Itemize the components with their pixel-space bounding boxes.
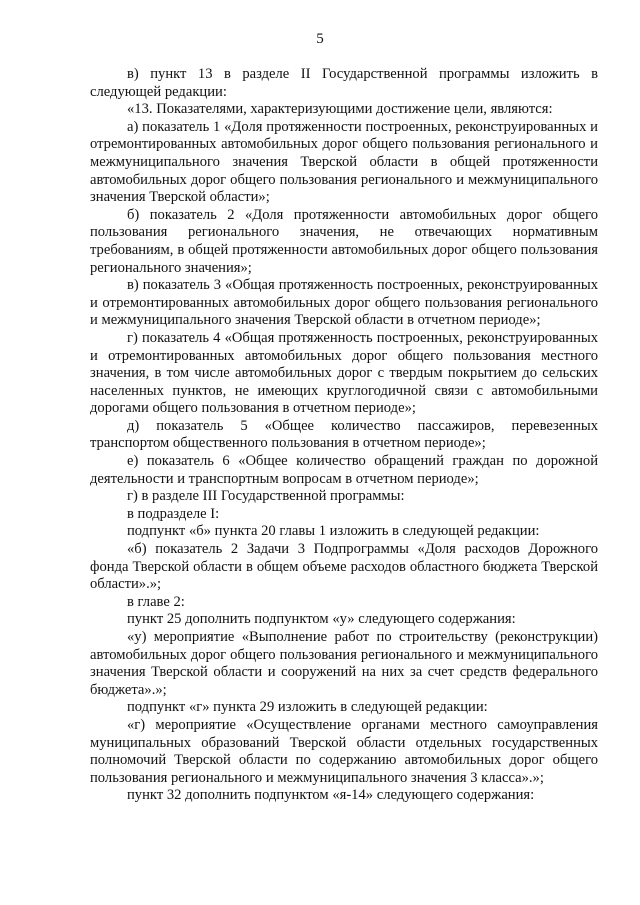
paragraph: б) показатель 2 «Доля протяженности автомобильных дорог общего пользования регионального значения, не отвечающих нормативным требованиям, в общей протяженности автомобильных дорог общего пользования регионального значения»; <box>90 206 598 276</box>
paragraph: е) показатель 6 «Общее количество обращений граждан по дорожной деятельности и транспортным вопросам в отчетном периоде»; <box>90 453 598 487</box>
paragraph: пункт 32 дополнить подпунктом «я-14» следующего содержания: <box>127 787 535 804</box>
paragraph: в) пункт 13 в разделе II Государственной программы изложить в следующей редакции: <box>90 66 598 100</box>
paragraph: «б) показатель 2 Задачи 3 Подпрограммы «Доля расходов Дорожного фонда Тверской области в общем объеме расходов областного бюджета Тверской области».»; <box>90 541 598 593</box>
paragraph: а) показатель 1 «Доля протяженности построенных, реконструированных и отремонтированных автомобильных дорог общего пользования регионального и межмуниципального значения Тверской области в общей протяженности автомобильных дорог общего пользования регионального и межмуниципального значения Тверской области»; <box>90 118 598 206</box>
paragraph: подпункт «б» пункта 20 главы 1 изложить в следующей редакции: <box>127 523 540 540</box>
paragraph: подпункт «г» пункта 29 изложить в следующей редакции: <box>127 699 488 716</box>
paragraph: г) в разделе III Государственной программы: <box>127 488 405 505</box>
paragraph: «у) мероприятие «Выполнение работ по строительству (реконструкции) автомобильных дорог общего пользования регионального и межмуниципального значения Тверской области и сооружений на них за счет средств федерального бюджета».»; <box>90 629 598 698</box>
paragraph: «г) мероприятие «Осуществление органами местного самоуправления муниципальных образований Тверской области отдельных государственных полномочий Тверской области по содержанию автомобильных дорог общего пользования регионального и межмуниципального значения 3 класса».»; <box>90 716 598 786</box>
paragraph: д) показатель 5 «Общее количество пассажиров, перевезенных транспортом общественного пользования в отчетном периоде»; <box>90 417 598 452</box>
paragraph: в подразделе I: <box>127 505 220 522</box>
page-number: 5 <box>316 31 324 47</box>
document-body <box>90 66 598 805</box>
paragraph: г) показатель 4 «Общая протяженность построенных, реконструированных и отремонтированных автомобильных дорог общего пользования местного значения, в том числе автомобильных дорог с твердым покрытием до сельских населенных пунктов, не имеющих круглогодичной связи с автомобильными дорогами общего пользования в отчетном периоде»; <box>90 329 598 417</box>
paragraph: пункт 25 дополнить подпунктом «у» следующего содержания: <box>127 611 516 628</box>
paragraph: в) показатель 3 «Общая протяженность построенных, реконструированных и отремонтированных автомобильных дорог общего пользования регионального и межмуниципального значения Тверской области в отчетном периоде»; <box>90 277 598 329</box>
paragraph: в главе 2: <box>127 593 185 610</box>
paragraph: «13. Показателями, характеризующими достижение цели, являются: <box>127 101 553 118</box>
